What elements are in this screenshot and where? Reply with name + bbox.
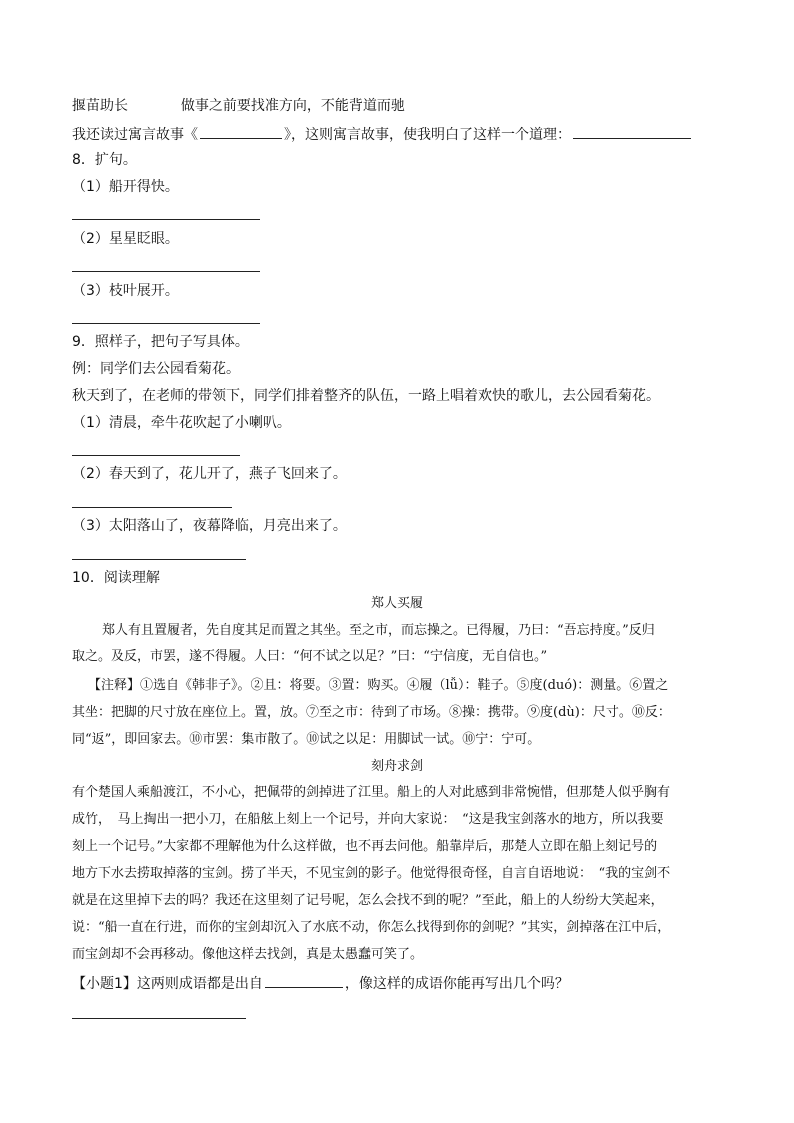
fable-name-blank[interactable]	[200, 124, 282, 139]
q8-answer-line-1[interactable]	[72, 219, 260, 220]
subq1-answer-line[interactable]	[72, 1018, 246, 1019]
idiom-text: 揠苗助长	[72, 98, 128, 114]
q9-title: 9．照样子，把句子写具体。	[72, 334, 249, 350]
notes-line-1: 【注释】①选自《韩非子》。②且：将要。③置：购买。④履（lǚ）：鞋子。⑤度(duó)：测量。⑥置之	[88, 678, 669, 693]
passage2-line-5: 就是在这里掉下去的吗？我还在这里刻了记号呢，怎么会找不到的呢？”至此，船上的人纷纷大笑起来，	[72, 893, 664, 908]
passage1-line-2: 取之。及反，市罢，遂不得履。人曰：“何不试之以足？”曰：“宁信度，无自信也。”	[72, 649, 548, 664]
passage2-line-1: 有个楚国人乘船渡江，不小心，把佩带的剑掉进了江里。船上的人对此感到非常惋惜，但那楚人似乎胸有	[72, 785, 671, 800]
subq1-row	[72, 973, 569, 994]
fable-fill-row	[72, 124, 693, 145]
q9-answer-line-1[interactable]	[72, 455, 240, 456]
q9-answer-line-3[interactable]	[72, 559, 246, 560]
q9-example-answer: 秋天到了，在老师的带领下，同学们排着整齐的队伍，一路上唱着欢快的歌儿，去公园看菊花。	[72, 388, 660, 404]
passage2-line-6: 说：“船一直在行进，而你的宝剑却沉入了水底不动，你怎么找得到你的剑呢？”其实，剑掉落在江中后，	[72, 920, 671, 935]
notes-line-3: 同“返”，即回家去。⑩市罢：集市散了。⑩试之以足：用脚试一试。⑩宁：宁可。	[72, 732, 541, 747]
fable-fill-mid: 》，这则寓言故事，使我明白了这样一个道理：	[284, 127, 571, 143]
q8-item-1: （1）船开得快。	[72, 179, 179, 195]
fable-moral-blank[interactable]	[573, 124, 691, 139]
q8-title: 8．扩句。	[72, 152, 137, 168]
q8-answer-line-3[interactable]	[72, 323, 260, 324]
passage2-title: 刻舟求剑	[370, 759, 423, 774]
idiom-row	[72, 96, 405, 116]
idiom-meaning: 做事之前要找准方向，不能背道而驰	[180, 98, 405, 114]
passage1-line-1: 郑人有且置履者，先自度其足而置之其坐。至之市，而忘操之。已得履，乃曰：“吾忘持度。”反归	[102, 623, 655, 638]
passage2-line-2: 成竹， 马上掏出一把小刀，在船舷上刻上一个记号，并向大家说： “这是我宝剑落水的地方，所以我要	[72, 812, 664, 827]
passage2-line-4: 地方下水去捞取掉落的宝剑。捞了半天，不见宝剑的影子。他觉得很奇怪，自言自语地说： “我的宝剑不	[72, 866, 671, 881]
subq1-suffix: ，像这样的成语你能再写出几个吗？	[344, 976, 569, 992]
subq1-source-blank[interactable]	[265, 973, 343, 988]
q9-item-1: （1）清晨，牵牛花吹起了小喇叭。	[72, 415, 291, 431]
notes-line-2: 其坐：把脚的尺寸放在座位上。置，放。⑦至之市：待到了市场。⑧操：携带。⑨度(dù)：尺寸。⑩反：	[72, 705, 671, 720]
passage2-line-3: 刻上一个记号。”大家都不理解他为什么这样做，也不再去问他。船靠岸后，那楚人立即在船上刻记号的	[72, 839, 658, 854]
passage2-line-7: 而宝剑却不会再移动。像他这样去找剑，真是太愚蠢可笑了。	[72, 947, 424, 962]
q9-example-label: 例：同学们去公园看菊花。	[72, 361, 240, 377]
subq1-prefix: 【小题1】这两则成语都是出自	[72, 976, 263, 992]
q8-item-2: （2）星星眨眼。	[72, 231, 179, 247]
passage1-title: 郑人买履	[370, 596, 423, 611]
q9-item-2: （2）春天到了，花儿开了，燕子飞回来了。	[72, 466, 347, 482]
q9-answer-line-2[interactable]	[72, 507, 232, 508]
fable-fill-prefix: 我还读过寓言故事《	[72, 127, 198, 143]
q9-item-3: （3）太阳落山了，夜幕降临，月亮出来了。	[72, 518, 347, 534]
q10-title: 10．阅读理解	[72, 570, 160, 586]
q8-item-3: （3）枝叶展开。	[72, 283, 179, 299]
q8-answer-line-2[interactable]	[72, 271, 260, 272]
